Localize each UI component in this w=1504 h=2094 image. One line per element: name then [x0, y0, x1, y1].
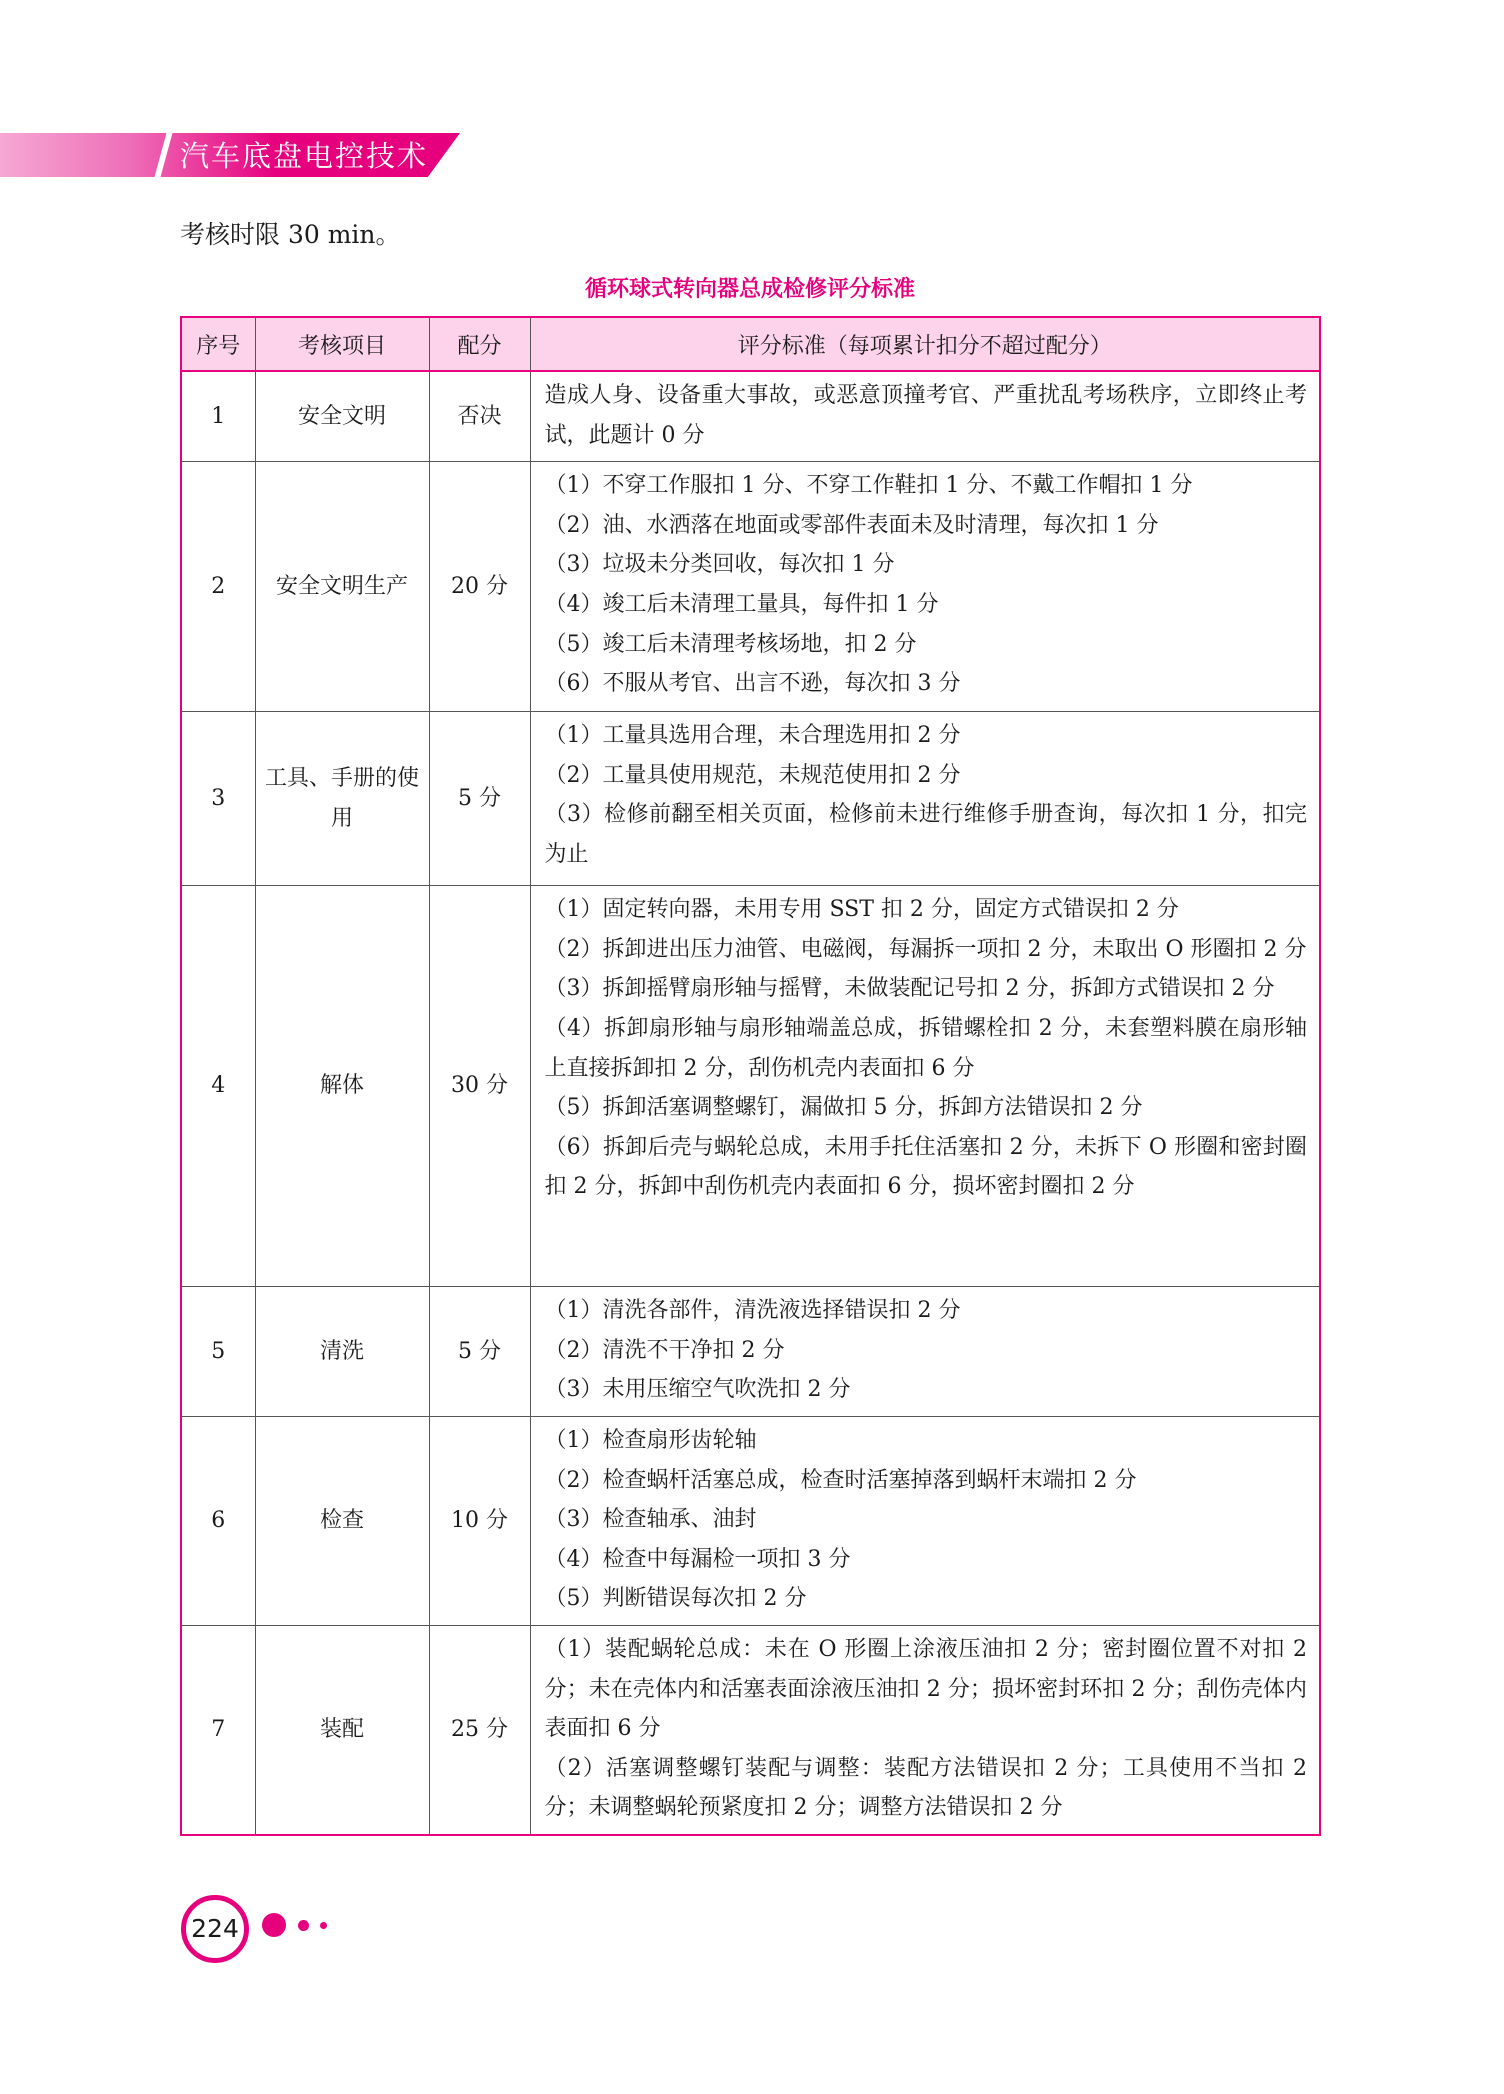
criteria-line: （5）判断错误每次扣 2 分: [544, 1586, 807, 1612]
table-row: [181, 1287, 1320, 1417]
table-row: [181, 712, 1320, 886]
row-item: 工具、手册的使用: [255, 712, 429, 886]
criteria-line: （1）清洗各部件，清洗液选择错误扣 2 分: [544, 1298, 961, 1324]
criteria-line: （1）固定转向器，未用专用 SST 扣 2 分，固定方式错误扣 2 分: [544, 897, 1179, 923]
criteria-line: （6）不服从考官、出言不逊，每次扣 3 分: [544, 671, 961, 697]
criteria-line: （3）拆卸摇臂扇形轴与摇臂，未做装配记号扣 2 分，拆卸方式错误扣 2 分: [544, 976, 1275, 1002]
column-header-number: 序号: [181, 317, 255, 371]
criteria-line: （1）工量具选用合理，未合理选用扣 2 分: [544, 723, 961, 749]
criteria-line: 造成人身、设备重大事故，或恶意顶撞考官、严重扰乱考场秩序，立即终止考试，此题计 0 分: [544, 383, 1307, 448]
row-number: 2: [181, 462, 255, 712]
criteria-line: （5）拆卸活塞调整螺钉，漏做扣 5 分，拆卸方法错误扣 2 分: [544, 1095, 1143, 1121]
row-number: 3: [181, 712, 255, 886]
page-number-badge: 224: [181, 1895, 249, 1963]
table-header-row: [181, 317, 1320, 371]
criteria-line: （4）检查中每漏检一项扣 3 分: [544, 1546, 851, 1572]
row-item: 安全文明生产: [255, 462, 429, 712]
footer-dot-small: [320, 1922, 327, 1929]
column-header-score: 配分: [429, 317, 530, 371]
row-score: 5 分: [429, 712, 530, 886]
table-row: [181, 886, 1320, 1287]
column-header-criteria: 评分标准（每项累计扣分不超过配分）: [530, 317, 1320, 371]
row-score: 否决: [429, 371, 530, 462]
criteria-line: （3）检修前翻至相关页面，检修前未进行维修手册查询，每次扣 1 分，扣完为止: [544, 802, 1307, 867]
row-criteria: [530, 1416, 1320, 1625]
row-number: 5: [181, 1287, 255, 1417]
scoring-table: [180, 316, 1321, 1836]
row-item: 清洗: [255, 1287, 429, 1417]
row-number: 1: [181, 371, 255, 462]
table-row: [181, 462, 1320, 712]
criteria-line: （4）竣工后未清理工量具，每件扣 1 分: [544, 591, 939, 617]
row-item: 装配: [255, 1625, 429, 1835]
row-number: 6: [181, 1416, 255, 1625]
row-criteria: [530, 1625, 1320, 1835]
row-item: 检查: [255, 1416, 429, 1625]
footer-dot-large: [262, 1913, 286, 1937]
criteria-line: （2）活塞调整螺钉装配与调整：装配方法错误扣 2 分；工具使用不当扣 2 分；未调整蜗轮预紧度扣 2 分；调整方法错误扣 2 分: [544, 1755, 1307, 1821]
row-criteria: [530, 712, 1320, 886]
criteria-line: （3）垃圾未分类回收，每次扣 1 分: [544, 552, 895, 578]
table-row: [181, 371, 1320, 462]
row-item: 解体: [255, 886, 429, 1287]
criteria-line: （3）未用压缩空气吹洗扣 2 分: [544, 1377, 851, 1403]
table-row: [181, 1625, 1320, 1835]
row-item: 安全文明: [255, 371, 429, 462]
criteria-line: （2）检查蜗杆活塞总成，检查时活塞掉落到蜗杆末端扣 2 分: [544, 1467, 1137, 1493]
criteria-line: （1）检查扇形齿轮轴: [544, 1427, 757, 1453]
criteria-line: （1）装配蜗轮总成：未在 O 形圈上涂液压油扣 2 分；密封圈位置不对扣 2 分；未在壳体内和活塞表面涂液压油扣 2 分；损坏密封环扣 2 分；刮伤壳体内表面扣 6 分: [544, 1636, 1307, 1742]
row-criteria: [530, 371, 1320, 462]
criteria-line: （2）工量具使用规范，未规范使用扣 2 分: [544, 762, 961, 788]
row-score: 25 分: [429, 1625, 530, 1835]
row-criteria: [530, 886, 1320, 1287]
criteria-line: （1）不穿工作服扣 1 分、不穿工作鞋扣 1 分、不戴工作帽扣 1 分: [544, 473, 1193, 499]
table-title: 循环球式转向器总成检修评分标准: [584, 277, 915, 302]
criteria-line: （2）油、水洒落在地面或零部件表面未及时清理，每次扣 1 分: [544, 512, 1159, 538]
book-title: 汽车底盘电控技术: [180, 139, 429, 173]
row-number: 7: [181, 1625, 255, 1835]
row-score: 30 分: [429, 886, 530, 1287]
criteria-line: （2）拆卸进出压力油管、电磁阀，每漏拆一项扣 2 分，未取出 O 形圈扣 2 分: [544, 936, 1307, 962]
criteria-line: （4）拆卸扇形轴与扇形轴端盖总成，拆错螺栓扣 2 分，未套塑料膜在扇形轴上直接拆卸扣 2 分，刮伤机壳内表面扣 6 分: [544, 1015, 1307, 1081]
row-score: 10 分: [429, 1416, 530, 1625]
criteria-line: （6）拆卸后壳与蜗轮总成，未用手托住活塞扣 2 分，未拆下 O 形圈和密封圈扣 2 分，拆卸中刮伤机壳内表面扣 6 分，损坏密封圈扣 2 分: [544, 1134, 1307, 1200]
footer-dot-medium: [298, 1920, 309, 1931]
row-score: 5 分: [429, 1287, 530, 1417]
row-criteria: [530, 1287, 1320, 1417]
intro-text: 考核时限 30 min。: [180, 220, 401, 249]
criteria-line: （2）清洗不干净扣 2 分: [544, 1337, 785, 1363]
criteria-line: （5）竣工后未清理考核场地，扣 2 分: [544, 631, 917, 657]
row-criteria: [530, 462, 1320, 712]
criteria-line: （3）检查轴承、油封: [544, 1507, 757, 1533]
table-row: [181, 1416, 1320, 1625]
row-score: 20 分: [429, 462, 530, 712]
row-number: 4: [181, 886, 255, 1287]
column-header-item: 考核项目: [255, 317, 429, 371]
